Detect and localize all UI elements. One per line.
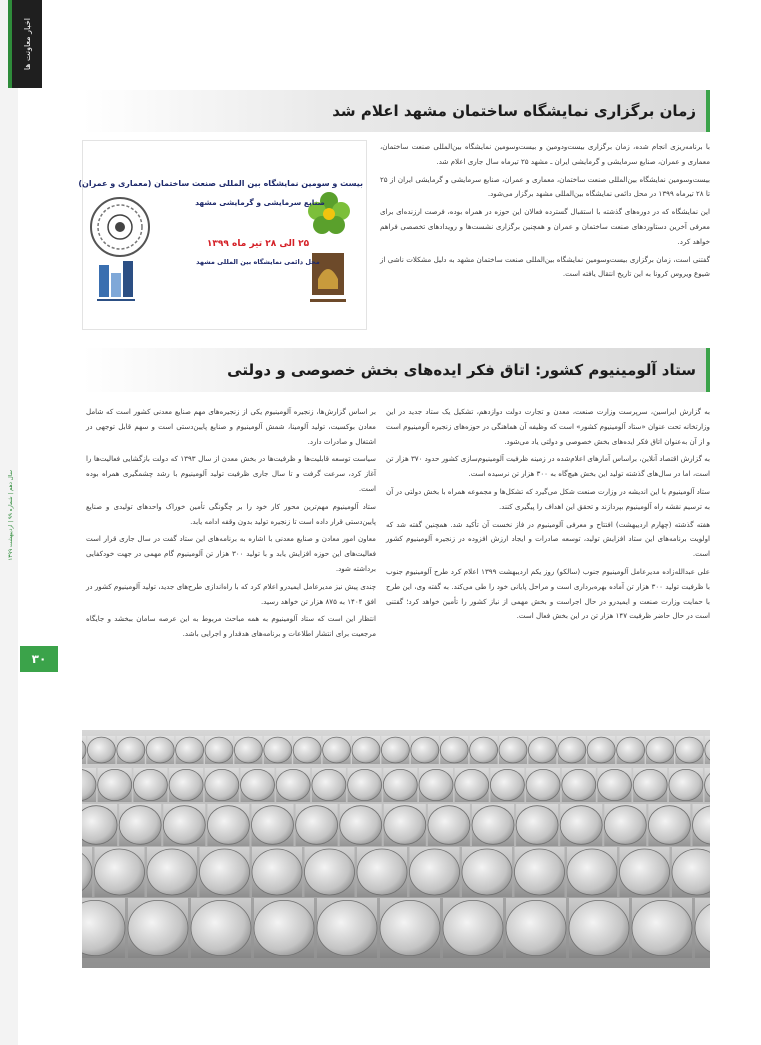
article2-headline-bar bbox=[83, 348, 710, 392]
article1-headline-bar bbox=[83, 90, 710, 132]
article2-paragraph: انتظار این است که ستاد آلومینیوم به همه مباحث مربوط به این عرصه سامان ببخشد و جایگاه مرجعیت برای انتشار اطلاعات و برنامه‌های هدفدار و اجرایی باشد. bbox=[86, 614, 376, 639]
page-number: ۳۰ bbox=[20, 646, 58, 672]
article2-left-column bbox=[86, 405, 376, 645]
article1-body bbox=[380, 140, 710, 285]
poster-title: بیست و سومین نمایشگاه بین المللی صنعت ساختمان (معماری و عمران) bbox=[78, 179, 363, 188]
poster-subtitle: صنایع سرمایشی و گرمایشی مشهد bbox=[195, 198, 325, 207]
headline-accent bbox=[706, 348, 710, 392]
flower-logo-icon bbox=[304, 189, 354, 239]
aluminium-ingots-photo bbox=[82, 730, 710, 968]
article2-headline: ستاد آلومینیوم کشور: اتاق فکر ایده‌های بخش خصوصی و دولتی bbox=[227, 361, 696, 379]
article2-paragraph: هفته گذشته (چهارم اردیبهشت) افتتاح و معرفی آلومینیوم در فاز نخست آن تأکید شد. همچنین گفته شد که اولویت برنامه‌های این ستاد افزایش تولید، توسعه صادرات و ایجاد ارزش افزوده در زنجیره آلومینیوم کشور است. bbox=[386, 519, 710, 559]
article2-right-column bbox=[386, 405, 710, 627]
issue-info-text: سال دهم | شماره ۹۹ | اردیبهشت ۱۳۹۹ bbox=[8, 469, 14, 561]
exhibition-poster bbox=[78, 140, 367, 330]
article1-headline: زمان برگزاری نمایشگاه ساختمان مشهد اعلام شد bbox=[332, 102, 696, 120]
article2-paragraph: سیاست توسعه قابلیت‌ها و ظرفیت‌ها در بخش معدن از سال ۱۳۹۳ که دولت بازگشایی فعالیت‌ها را آغاز کرد، سرعت گرفت و تا سال جاری ظرفیت تولید آلومینیوم با رشد چشمگیری همراه بوده است. bbox=[86, 454, 376, 493]
article2-paragraph: معاون امور معادن و صنایع معدنی با اشاره به برنامه‌های این ستاد گفت در سال جاری قرار است فعالیت‌های این حوزه افزایش یابد و با تولید ۳۰۰ هزار تن آلومینیوم گام مهمی در جهت خودکفایی برداشته شود. bbox=[86, 534, 376, 573]
ingots-illustration bbox=[82, 730, 710, 968]
section-tab-label: اخبار معاونت ها bbox=[22, 17, 32, 71]
article2-paragraph: ستاد آلومینیوم با این اندیشه در وزارت صنعت شکل می‌گیرد که تشکل‌ها و مجموعه همراه با بخش دولتی در آن به ترسیم نقشه راه آلومینیوم بپردازند و تحقق این اهداف را پیگیری کنند. bbox=[386, 486, 710, 511]
article2-paragraph: چندی پیش نیز مدیرعامل ایمیدرو اعلام کرد که با راه‌اندازی طرح‌های جدید، تولید آلومینیوم کشور در افق ۱۴۰۴ به ۸۷۵ هزار تن خواهد رسید. bbox=[86, 581, 376, 606]
article1-paragraph: این نمایشگاه که در دوره‌های گذشته با استقبال گسترده فعالان این حوزه در همراه بوده، فرصت ارزنده‌ای برای معرفی آخرین دستاوردهای صنعت ساختمان و عمران و همچنین برگزاری نشست‌ها و رویدادهای تخصصی فراهم خواهد کرد. bbox=[380, 207, 710, 246]
article2-paragraph: ستاد آلومینیوم مهم‌ترین محور کار خود را بر چگونگی تأمین خوراک واحدهای تولیدی و صنایع پایین‌دستی قرار داده است تا زنجیره تولید بدون وقفه ادامه یابد. bbox=[86, 501, 376, 526]
poster-venue: محل دائمی نمایشگاه بین المللی مشهد bbox=[196, 258, 320, 266]
building-logo-icon bbox=[95, 259, 137, 303]
article2-paragraph: بر اساس گزارش‌ها، زنجیره آلومینیوم یکی از زنجیره‌های مهم صنایع معدنی کشور است که شامل معادن بوکسیت، تولید آلومینا، شمش آلومینیوم و صنایع پایین‌دستی است و سهم قابل توجهی در اشتغال و صادرات دارد. bbox=[86, 407, 376, 446]
emblem-icon bbox=[89, 196, 151, 258]
article2-paragraph: به گزارش ایراسین، سرپرست وزارت صنعت، معدن و تجارت دولت دوازدهم، تشکیل یک ستاد جدید در این وزارتخانه تحت عنوان «ستاد آلومینیوم کشور» است که وظیفه آن هماهنگی در حوزه‌های زنجیره آلومینیوم است و از آن به‌عنوان اتاق فکر ایده‌های بخش خصوصی و دولتی یاد می‌شود. bbox=[386, 407, 710, 446]
article2-paragraph: علی عبدالله‌زاده مدیرعامل آلومینیوم جنوب (سالکو) روز یکم اردیبهشت ۱۳۹۹ اعلام کرد طرح آلومینیوم جنوب با ظرفیت تولید ۳۰۰ هزار تن آماده بهره‌برداری است و مراحل پایانی خود را طی می‌کند. به گفته وی، این طرح با حمایت وزارت صنعت و ایمیدرو در حال اجراست و بخش مهمی از نیاز کشور را تأمین خواهد کرد؛ گفتنی است در حال حاضر ظرفیت ۱۴۷ هزار تن در این بخش فعال است. bbox=[386, 566, 711, 621]
article1-paragraph: گفتنی است، زمان برگزاری بیست‌وسومین نمایشگاه بین‌المللی صنعت ساختمان مشهد به دلیل مشکلات ناشی از شیوع ویروس کرونا به این تاریخ انتقال یافته است. bbox=[380, 254, 710, 279]
poster-date: ۲۵ الی ۲۸ تیر ماه ۱۳۹۹ bbox=[206, 239, 310, 249]
section-tab bbox=[8, 0, 42, 88]
headline-accent bbox=[706, 90, 710, 132]
article1-paragraph: با برنامه‌ریزی انجام شده، زمان برگزاری بیست‌ودومین و بیست‌وسومین نمایشگاه بین‌المللی صنعت ساختمان، معماری و عمران، صنایع سرمایشی و گرمایشی ایران ـ مشهد ۲۵ تیرماه سال جاری اعلام شد. bbox=[380, 142, 710, 166]
article1-paragraph: بیست‌وسومین نمایشگاه بین‌المللی صنعت ساختمان، معماری و عمران، صنایع سرمایشی و گرمایشی ایران از ۲۵ تا ۲۸ تیرماه ۱۳۹۹ در محل دائمی نمایشگاه بین‌المللی مشهد برگزار می‌شود. bbox=[380, 174, 710, 199]
article2-paragraph: به گزارش اقتصاد آنلاین، براساس آمارهای اعلام‌شده در زمینه ظرفیت آلومینیوم‌سازی کشور حدود ۳۷۰ هزار تن است، اما در سال‌های گذشته تولید این بخش هیچ‌گاه به ۳۰۰ هزار تن نرسیده است. bbox=[386, 454, 710, 479]
issue-info bbox=[4, 400, 18, 630]
